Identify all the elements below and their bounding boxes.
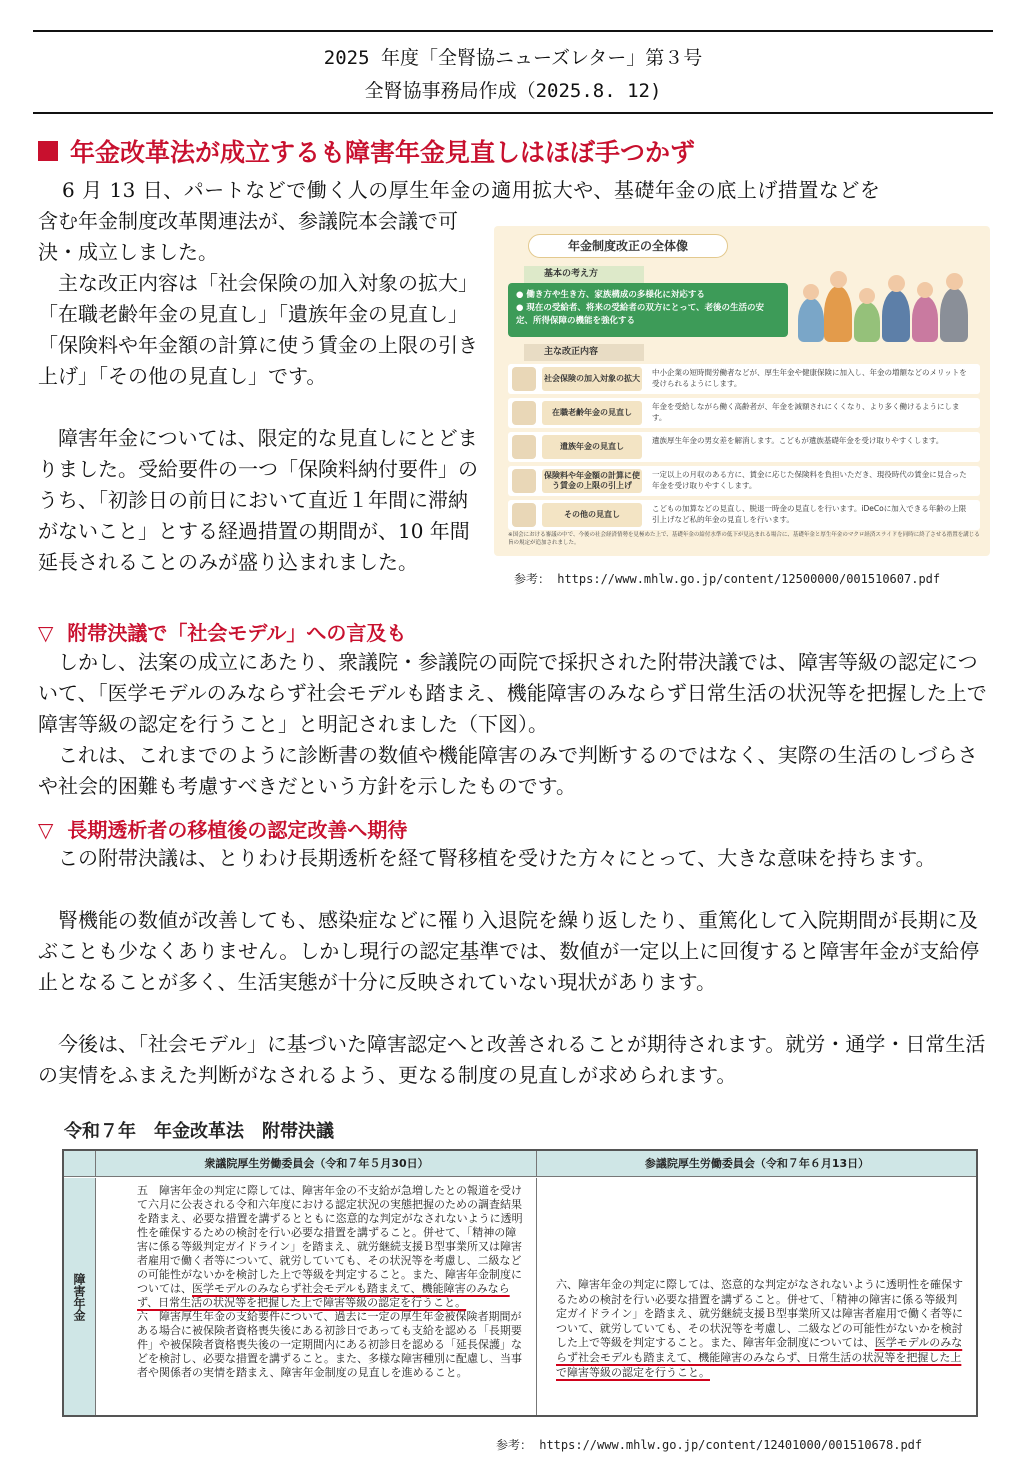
intro-paragraph: 含む年金制度改革関連法が、参議院本会議で可決・成立しました。	[38, 209, 458, 264]
section2-p1: この附帯決議は、とりわけ長期透析を経て腎移植を受けた方々にとって、大きな意味を持ちます。	[58, 846, 936, 870]
section1-p1: しかし、法案の成立にあたり、衆議院・参議院の両院で採択された附帯決議では、障害等級の認定について、「医学モデルのみならず社会モデルも踏まえ、機能障害のみならず日常生活の状況等を把握した上で障害等級の認定を行うこと」と明記されました（下図）。	[38, 650, 987, 736]
reform-label: その他の見直し	[542, 503, 642, 527]
section1-heading-text: 附帯決議で「社会モデル」への言及も	[67, 621, 407, 645]
infographic-note: ※国会における審議の中で、今後の社会経済情勢を見極めた上で、基礎年金の給付水準の低下が見込まれる場合に、基礎年金と厚生年金のマクロ経済スライドを同時に終了させる措置を講じる旨の規定が追加されました。	[508, 532, 980, 546]
reform-desc: 中小企業の短時間労働者などが、厚生年金や健康保険に加入し、年金の増額などのメリットを受けられるようにします。	[652, 368, 967, 388]
reference-link-1[interactable]: 参考： https://www.mhlw.go.jp/content/12500000/001510607.pdf	[514, 572, 941, 586]
reform-desc: 遺族厚生年金の男女差を解消します。こどもが遺族基礎年金を受け取りやすくします。	[652, 436, 944, 445]
header-top-rule	[33, 30, 993, 32]
cell-text: 五 障害年金の判定に際しては、障害年金の不支給が急増したとの報道を受けて六月に公表される令和六年度における認定状況の実態把握のための調査結果を踏まえ、必要な措置を講ずるとともに恣意的な判定がなされないように透明性を確保するための検討を行い必要な措置を講ずること。併せて、「精神の障害に係る等級判定ガイドライン」を踏まえ、就労継続支援Ｂ型事業所又は障害者雇用で働く者等について、就労していても、その状況等を考慮し、二級などの可能性がないかを検討した上で等級を判定すること。また、障害年金制度については、	[137, 1184, 523, 1295]
cell-text: 六、障害年金の判定に際しては、恣意的な判定がなされないように透明性を確保するための検討を行い必要な措置を講ずること。併せて、「精神の障害に係る等級判定ガイドライン」を踏まえ、就労継続支援Ｂ型事業所又は障害者雇用で働く者等について、就労していても、その状況等を考慮し、二級などの可能性がないかを検討した上で等級を判定すること。また、障害年金制度については、	[556, 1278, 963, 1350]
intro-line1: 6 月 13 日、パートなどで働く人の厚生年金の適用拡大や、基礎年金の底上げ措置などを	[62, 178, 881, 202]
reform-row	[508, 364, 980, 394]
infographic-basic-tab: 基本の考え方	[524, 266, 644, 283]
reform-desc: 年金を受給しながら働く高齢者が、年金を減額されにくくなり、より多く働けるようにします。	[652, 402, 960, 422]
reform-row	[508, 398, 980, 428]
square-bullet-icon	[38, 141, 58, 161]
triangle-down-icon: ▽	[38, 621, 54, 645]
reform-row	[508, 466, 980, 496]
table-cell-col1	[97, 1178, 537, 1415]
infographic-title: 年金制度改正の全体像	[528, 234, 728, 258]
cell-underlined-text: 医学モデルのみならず社会モデルも踏まえて、機能障害のみならず、日常生活の状況等を把握した上で障害等級の認定を行うこと。	[137, 1282, 510, 1309]
worker-icon	[512, 469, 536, 493]
person-icon	[512, 503, 536, 527]
cell-text: 六 障害厚生年金の支給要件について、過去に一定の厚生年金被保険者期間がある場合に被保険者資格喪失後にある初診日であっても支給を認める「長期要件」や被保険者資格喪失後の一定期間内にある初診日を認める「延長保護」などを検討し、必要な措置を講ずること。また、多様な障害種別に配慮し、当事者や関係者の実情を踏まえ、障害年金制度の見直しを進めること。	[137, 1310, 522, 1379]
triangle-down-icon: ▽	[38, 818, 54, 842]
section2-heading	[38, 814, 407, 843]
table-header-row	[64, 1151, 976, 1177]
reform-label: 社会保険の加入対象の拡大	[542, 367, 642, 391]
people-group-icon	[512, 367, 536, 391]
newsletter-title: 2025 年度「全腎協ニューズレター」第３号	[323, 47, 703, 69]
cell-underlined-text: 医学モデルのみならず社会モデルも踏まえて、機能障害のみならず、日常生活の状況等を把握した上で障害等級の認定を行うこと。	[556, 1336, 963, 1379]
reference-link-2[interactable]: 参考： https://www.mhlw.go.jp/content/12401000/001510678.pdf	[496, 1438, 923, 1452]
section2-heading-text: 長期透析者の移植後の認定改善へ期待	[67, 818, 408, 842]
pension-reform-infographic	[494, 226, 990, 556]
section2-p2: 腎機能の数値が改善しても、感染症などに罹り入退院を繰り返したり、重篤化して入院期間が長期に及ぶことも少なくありません。しかし現行の認定基準では、数値が一定以上に回復すると障害年金が支給停止となることが多く、生活実態が十分に反映されていない現状があります。	[38, 908, 980, 994]
section2-p3: 今後は、「社会モデル」に基づいた障害認定へと改善されることが期待されます。就労・通学・日常生活の実情をふまえた判断がなされるよう、更なる制度の見直しが求められます。	[38, 1032, 986, 1087]
reform-label: 在職老齢年金の見直し	[542, 401, 642, 425]
reform-label: 遺族年金の見直し	[542, 435, 642, 459]
infographic-main-tab: 主な改正内容	[524, 344, 644, 361]
basic-point: ● 働き方や生き方、家族構成の多様化に対応する	[516, 290, 705, 300]
basic-point: ● 現在の受給者、将来の受給者の双方にとって、老後の生活の安定、所得保障の機能を強化する	[516, 303, 765, 326]
row-header: 障害年金	[64, 1178, 96, 1415]
disability-paragraph: 障害年金については、限定的な見直しにとどまりました。受給要件の一つ「保険料納付要件」のうち、「初診日の前日において直近１年間に滞納がないこと」とする経過措置の期間が、10 年間延長されることのみが盛り込まれました。	[38, 426, 478, 574]
article-title	[38, 133, 993, 169]
changes-paragraph: 主な改正内容は「社会保険の加入対象の拡大」「在職老齢年金の見直し」「遺族年金の見直し」「保険料や年金額の計算に使う賃金の上限の引き上げ」「その他の見直し」です。	[38, 271, 478, 388]
house-icon	[512, 435, 536, 459]
section1-heading	[38, 617, 406, 646]
people-illustration	[794, 264, 984, 342]
reform-desc: こどもの加算などの見直し、脱退一時金の見直しを行います。iDeCoに加入できる年齢の上限引上げなど私的年金の見直しを行います。	[652, 504, 967, 524]
reform-label: 保険料や年金額の計算に使う賃金の上限の引上げ	[542, 469, 642, 493]
reform-row	[508, 500, 980, 530]
reform-desc: 一定以上の月収のある方に、賃金に応じた保険料を負担いただき、現役時代の賃金に見合った年金を受け取りやすくします。	[652, 470, 967, 490]
column-header-house-of-councillors: 参議院厚生労働委員会（令和７年６月13日）	[644, 1157, 870, 1170]
table-heading: 令和７年 年金改革法 附帯決議	[64, 1121, 334, 1142]
senior-worker-icon	[512, 401, 536, 425]
resolution-table	[62, 1149, 978, 1417]
column-header-house-of-representatives: 衆議院厚生労働委員会（令和７年５月30日）	[97, 1151, 537, 1177]
table-cell-col2	[538, 1178, 976, 1415]
article-title-text: 年金改革法が成立するも障害年金見直しはほぼ手つかず	[70, 138, 696, 167]
infographic-basic-box	[508, 283, 788, 337]
newsletter-issuer: 全腎協事務局作成（2025.8. 12)	[364, 80, 662, 102]
section1-p2: これは、これまでのように診断書の数値や機能障害のみで判断するのではなく、実際の生活のしづらさや社会的困難も考慮すべきだという方針を示したものです。	[38, 743, 978, 798]
reform-row	[508, 432, 980, 462]
header-bottom-rule	[33, 112, 993, 114]
